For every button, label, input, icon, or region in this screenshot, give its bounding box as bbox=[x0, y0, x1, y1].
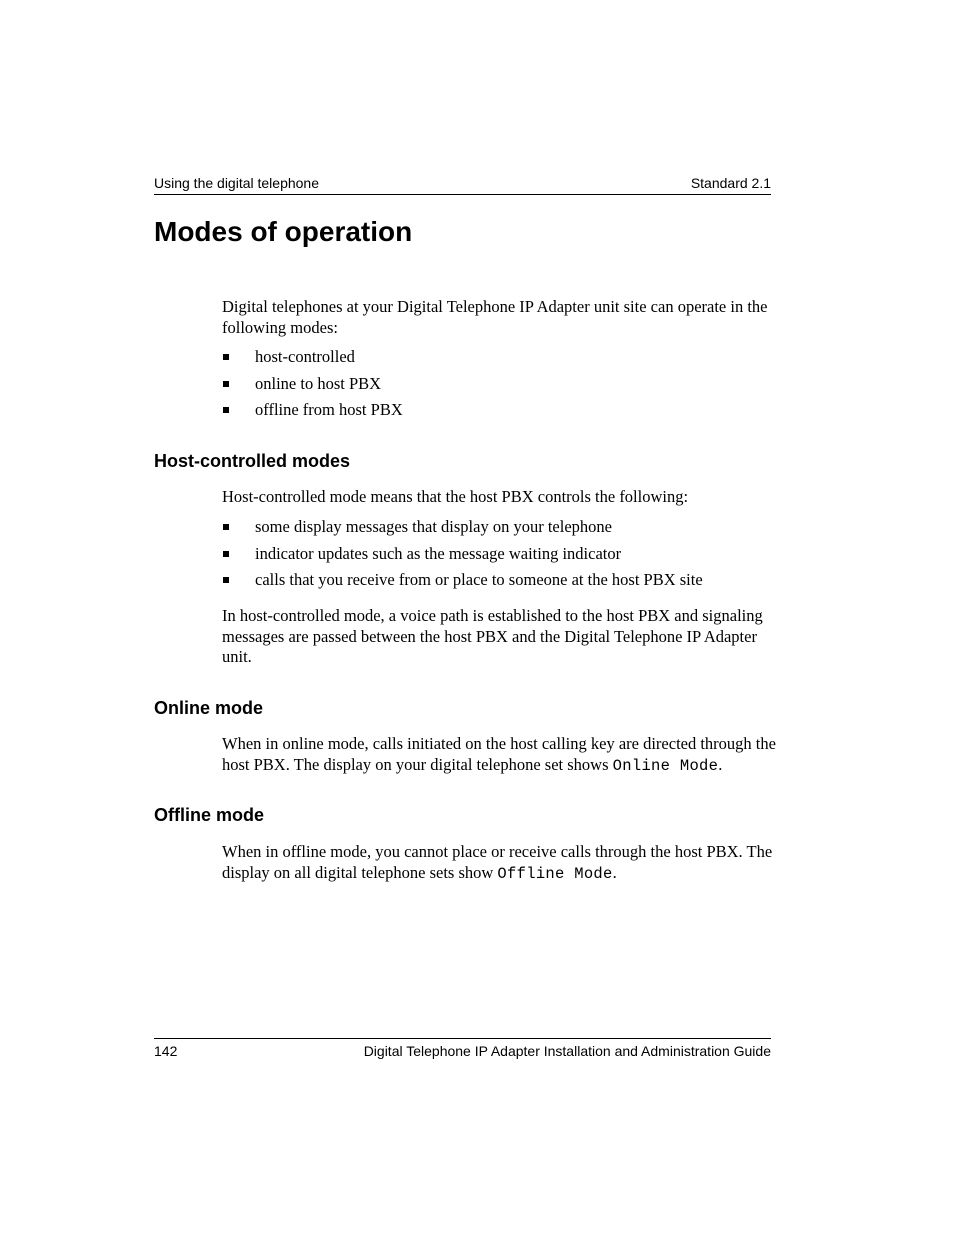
bullet-square-icon bbox=[223, 551, 229, 557]
bullet-square-icon bbox=[223, 577, 229, 583]
host-controlled-lead: Host-controlled mode means that the host PBX controls the following: bbox=[222, 487, 689, 506]
header-chapter-title: Using the digital telephone bbox=[154, 175, 320, 191]
list-item: some display messages that display on your telephone bbox=[222, 517, 703, 544]
bullet-square-icon bbox=[223, 524, 229, 530]
list-item: host-controlled bbox=[222, 347, 403, 374]
offline-mode-paragraph: When in offline mode, you cannot place or receive calls through the host PBX. The display on all digital telephone sets show Offline Mode. bbox=[222, 842, 773, 883]
online-mode-display-text: Online Mode bbox=[612, 756, 719, 775]
page-number: 142 bbox=[154, 1043, 178, 1059]
list-item: online to host PBX bbox=[222, 374, 403, 401]
host-controlled-paragraph: In host-controlled mode, a voice path is established to the host PBX and signaling messages are passed between the host PBX and the Digital Telephone IP Adapter unit. bbox=[222, 606, 763, 666]
list-item: offline from host PBX bbox=[222, 400, 403, 427]
header-standard-version: Standard 2.1 bbox=[690, 175, 771, 191]
host-controlled-heading: Host-controlled modes bbox=[154, 451, 351, 471]
online-mode-heading: Online mode bbox=[154, 698, 264, 718]
online-mode-paragraph: When in online mode, calls initiated on the host calling key are directed through the host PBX. The display on your digital telephone set shows Online Mode. bbox=[222, 734, 776, 775]
offline-mode-heading: Offline mode bbox=[154, 805, 265, 825]
host-controlled-list bbox=[222, 517, 703, 597]
list-item: indicator updates such as the message waiting indicator bbox=[222, 544, 703, 571]
running-header bbox=[154, 174, 771, 195]
footer-guide-title: Digital Telephone IP Adapter Installation and Administration Guide bbox=[363, 1043, 771, 1059]
list-item: calls that you receive from or place to someone at the host PBX site bbox=[222, 570, 703, 597]
running-footer bbox=[154, 1038, 771, 1059]
bullet-square-icon bbox=[223, 381, 229, 387]
bullet-square-icon bbox=[223, 354, 229, 360]
page-title: Modes of operation bbox=[154, 216, 413, 247]
intro-paragraph: Digital telephones at your Digital Telephone IP Adapter unit site can operate in the following modes: bbox=[222, 297, 768, 337]
modes-list bbox=[222, 347, 403, 427]
offline-mode-display-text: Offline Mode bbox=[497, 864, 613, 883]
bullet-square-icon bbox=[223, 407, 229, 413]
